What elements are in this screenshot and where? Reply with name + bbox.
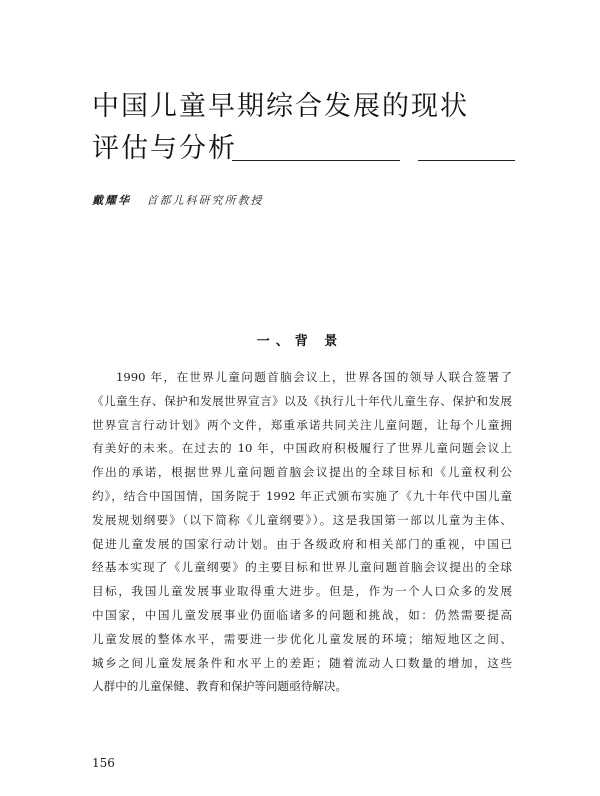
body-line: 中国家，中国儿童发展事业仍面临诸多的问题和挑战，如：仍然需要提高 <box>92 607 512 622</box>
body-line: 促进儿童发展的国家行动计划。由于各级政府和相关部门的重视，中国已 <box>92 536 512 551</box>
body-line: 经基本实现了《儿童纲要》的主要目标和世界儿童问题首脑会议提出的全球 <box>92 560 512 575</box>
author-name: 戴耀华 <box>92 194 131 207</box>
body-line: 发展规划纲要》（以下简称《儿童纲要》）。这是我国第一部以儿童为主体、 <box>92 512 512 527</box>
body-line: 城乡之间儿童发展条件和水平上的差距；随着流动人口数量的增加，这些 <box>92 655 512 670</box>
body-line: 《儿童生存、保护和发展世界宣言》以及《执行儿十年代儿童生存、保护和发展 <box>92 393 512 408</box>
section-heading: 一、背 景 <box>256 334 344 349</box>
title-line-2: 评估与分析 <box>92 133 237 164</box>
body-line: 世界宣言行动计划》两个文件，郑重承诺共同关注儿童问题，让每个儿童拥 <box>92 417 512 432</box>
body-line: 约》，结合中国国情，国务院于 1992 年正式颁布实施了《九十年代中国儿童 <box>92 488 512 503</box>
body-line: 1990 年，在世界儿童问题首脑会议上，世界各国的领导人联合签署了 <box>116 370 512 384</box>
body-line: 人群中的儿童保健、教育和保护等问题亟待解决。 <box>92 679 348 694</box>
title-line-1: 中国儿童早期综合发展的现状 <box>92 91 469 122</box>
author-affiliation: 首都儿科研究所教授 <box>146 194 264 207</box>
title-rule <box>232 160 515 161</box>
article-title <box>92 86 512 170</box>
body-line: 儿童发展的整体水平，需要进一步优化儿童发展的环境；缩短地区之间、 <box>92 631 512 646</box>
body-line: 目标，我国儿童发展事业取得重大进步。但是，作为一个人口众多的发展 <box>92 584 512 599</box>
body-line: 有美好的未来。在过去的 10 年，中国政府积极履行了世界儿童问题会议上 <box>92 441 512 456</box>
body-paragraph <box>92 366 512 699</box>
author-line <box>92 192 264 208</box>
page-number: 156 <box>92 756 115 770</box>
title-rule-gap <box>400 156 418 164</box>
body-line: 作出的承诺，根据世界儿童问题首脑会议提出的全球目标和《儿童权利公 <box>92 465 512 480</box>
